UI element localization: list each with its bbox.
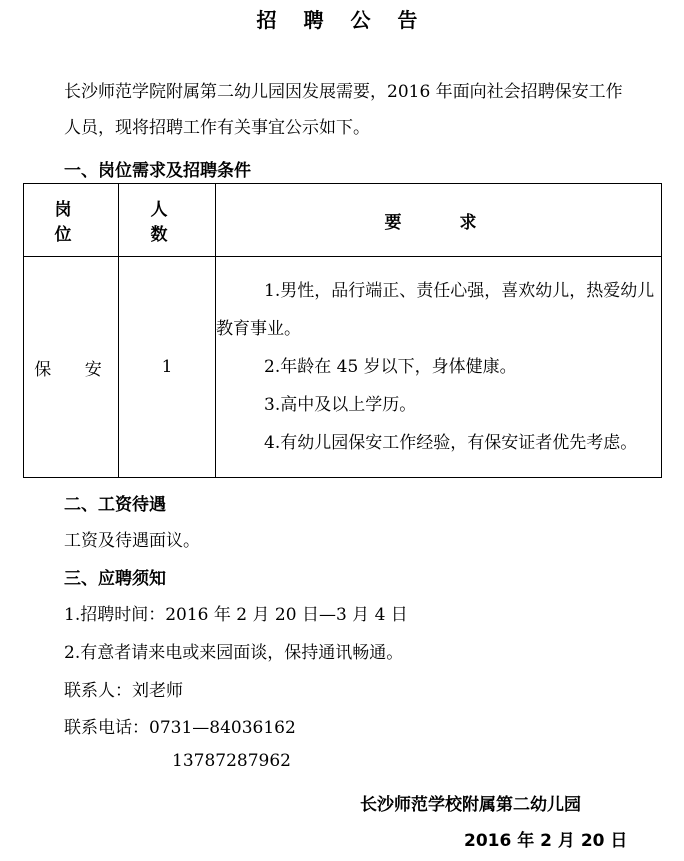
table-header-row [24,184,662,257]
contact-phone: 联系电话：0731—84036162 [64,718,296,738]
requirement-item: 3.高中及以上学历。 [264,395,417,415]
section3-heading: 三、应聘须知 [64,569,166,589]
signature-date: 2016 年 2 月 20 日 [464,831,628,851]
header-requirements: 要 求 [216,184,662,257]
header-count: 人 数 [119,184,216,257]
cell-requirements [216,257,662,478]
requirement-item: 1.男性，品行端正、责任心强，喜欢幼儿，热爱幼儿教育事业。 [216,281,655,339]
page-title: 招 聘 公 告 [256,8,428,32]
intro-text: 长沙师范学院附属第二幼儿园因发展需要，2016 年面向社会招聘保安工作人员，现将招聘工作有关事宜公示如下。 [64,82,623,138]
table-row [24,257,662,478]
cell-count: 1 [119,257,216,478]
contact-phone-mobile: 13787287962 [172,751,291,771]
requirement-item: 2.年龄在 45 岁以下，身体健康。 [264,357,517,377]
requirement-item: 4.有幼儿园保安工作经验，有保安证者优先考虑。 [264,433,638,453]
intro-paragraph [64,74,639,146]
section2-text: 工资及待遇面议。 [64,531,200,551]
cell-position: 保 安 [24,257,119,478]
requirements-table [23,183,662,478]
section3-item-contact: 2.有意者请来电或来园面谈，保持通讯畅通。 [64,643,404,663]
contact-person: 联系人：刘老师 [64,681,183,701]
header-position: 岗 位 [24,184,119,257]
section1-heading: 一、岗位需求及招聘条件 [64,161,251,181]
section3-item-time: 1.招聘时间：2016 年 2 月 20 日—3 月 4 日 [64,605,408,625]
signature-org: 长沙师范学校附属第二幼儿园 [360,795,581,815]
section2-heading: 二、工资待遇 [64,495,166,515]
